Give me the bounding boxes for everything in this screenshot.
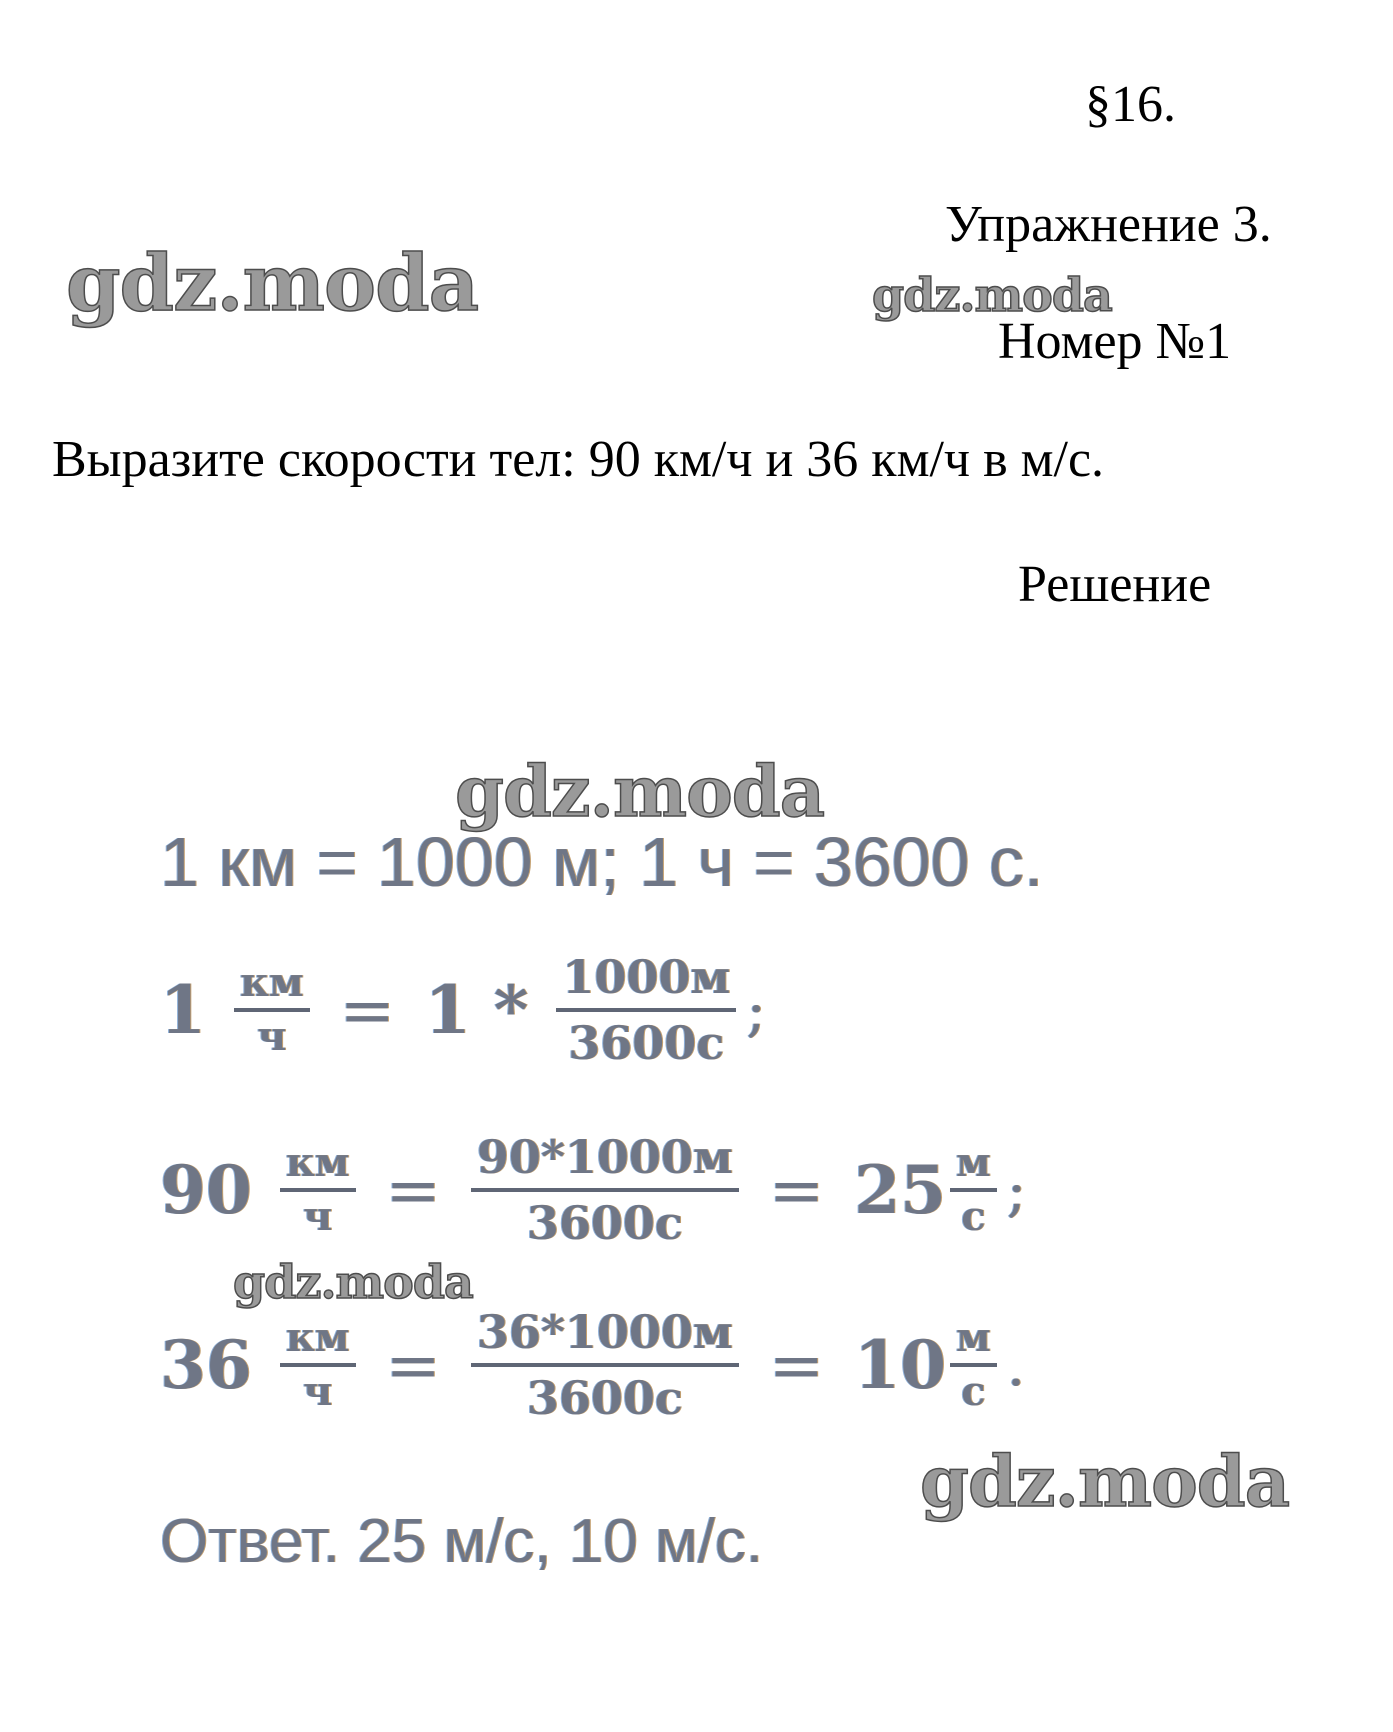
equals-sign: = [339, 971, 395, 1049]
equation-row [160, 1115, 1026, 1265]
paragraph-number: §16. [1085, 76, 1176, 133]
fraction-numerator: 1000м [562, 950, 731, 1004]
fraction-denominator: ч [303, 1368, 333, 1415]
fraction-denominator: с [961, 1193, 986, 1240]
lhs-unit-fraction [234, 958, 310, 1062]
end-punctuation: ; [1006, 1156, 1027, 1224]
result-unit-fraction [950, 1313, 997, 1417]
result-value: 25 [854, 1151, 947, 1229]
solution-heading: Решение [1018, 556, 1212, 613]
end-punctuation: . [1006, 1331, 1026, 1399]
fraction-denominator: ч [303, 1193, 333, 1240]
end-punctuation: ; [746, 976, 766, 1044]
fraction-numerator: м [956, 1314, 991, 1361]
lhs-unit-fraction [280, 1138, 356, 1242]
fraction-numerator: м [956, 1139, 991, 1186]
rhs-fraction [471, 1301, 739, 1429]
rhs-fraction [556, 946, 736, 1074]
middle-term: 1 * [424, 971, 529, 1049]
lhs-value: 1 [160, 971, 206, 1049]
unit-conversion-facts: 1 км = 1000 м; 1 ч = 3600 с. [160, 823, 1044, 901]
exercise-title: Упражнение 3. [945, 196, 1272, 253]
fraction-numerator: км [285, 1139, 350, 1186]
fraction-denominator: 3600с [526, 1371, 683, 1425]
fraction-denominator: 3600с [568, 1016, 725, 1070]
problem-number: Номер №1 [998, 313, 1232, 370]
watermark: gdz.moda [233, 1255, 473, 1309]
answer-line: Ответ. 25 м/с, 10 м/с. [160, 1507, 764, 1576]
fraction-denominator: 3600с [526, 1196, 683, 1250]
fraction-numerator: 90*1000м [476, 1130, 733, 1184]
watermark: gdz.moda [920, 1440, 1290, 1523]
equation-row [160, 1290, 1025, 1440]
task-statement: Выразите скорости тел: 90 км/ч и 36 км/ч в м/с. [52, 431, 1105, 488]
lhs-unit-fraction [280, 1313, 356, 1417]
watermark: gdz.moda [455, 750, 825, 833]
lhs-value: 90 [160, 1151, 252, 1229]
watermark: gdz.moda [66, 238, 479, 329]
result-value: 10 [854, 1326, 947, 1404]
fraction-numerator: км [285, 1314, 350, 1361]
fraction-denominator: с [961, 1368, 986, 1415]
lhs-value: 36 [160, 1326, 252, 1404]
equals-sign: = [768, 1151, 825, 1229]
fraction-numerator: км [239, 959, 304, 1006]
fraction-denominator: ч [257, 1013, 287, 1060]
equals-sign: = [768, 1326, 825, 1404]
watermark: gdz.moda [872, 268, 1112, 322]
rhs-fraction [471, 1126, 739, 1254]
equation-row [160, 935, 766, 1085]
equals-sign: = [385, 1326, 441, 1404]
fraction-numerator: 36*1000м [476, 1305, 733, 1359]
equals-sign: = [385, 1151, 441, 1229]
result-unit-fraction [950, 1138, 997, 1242]
